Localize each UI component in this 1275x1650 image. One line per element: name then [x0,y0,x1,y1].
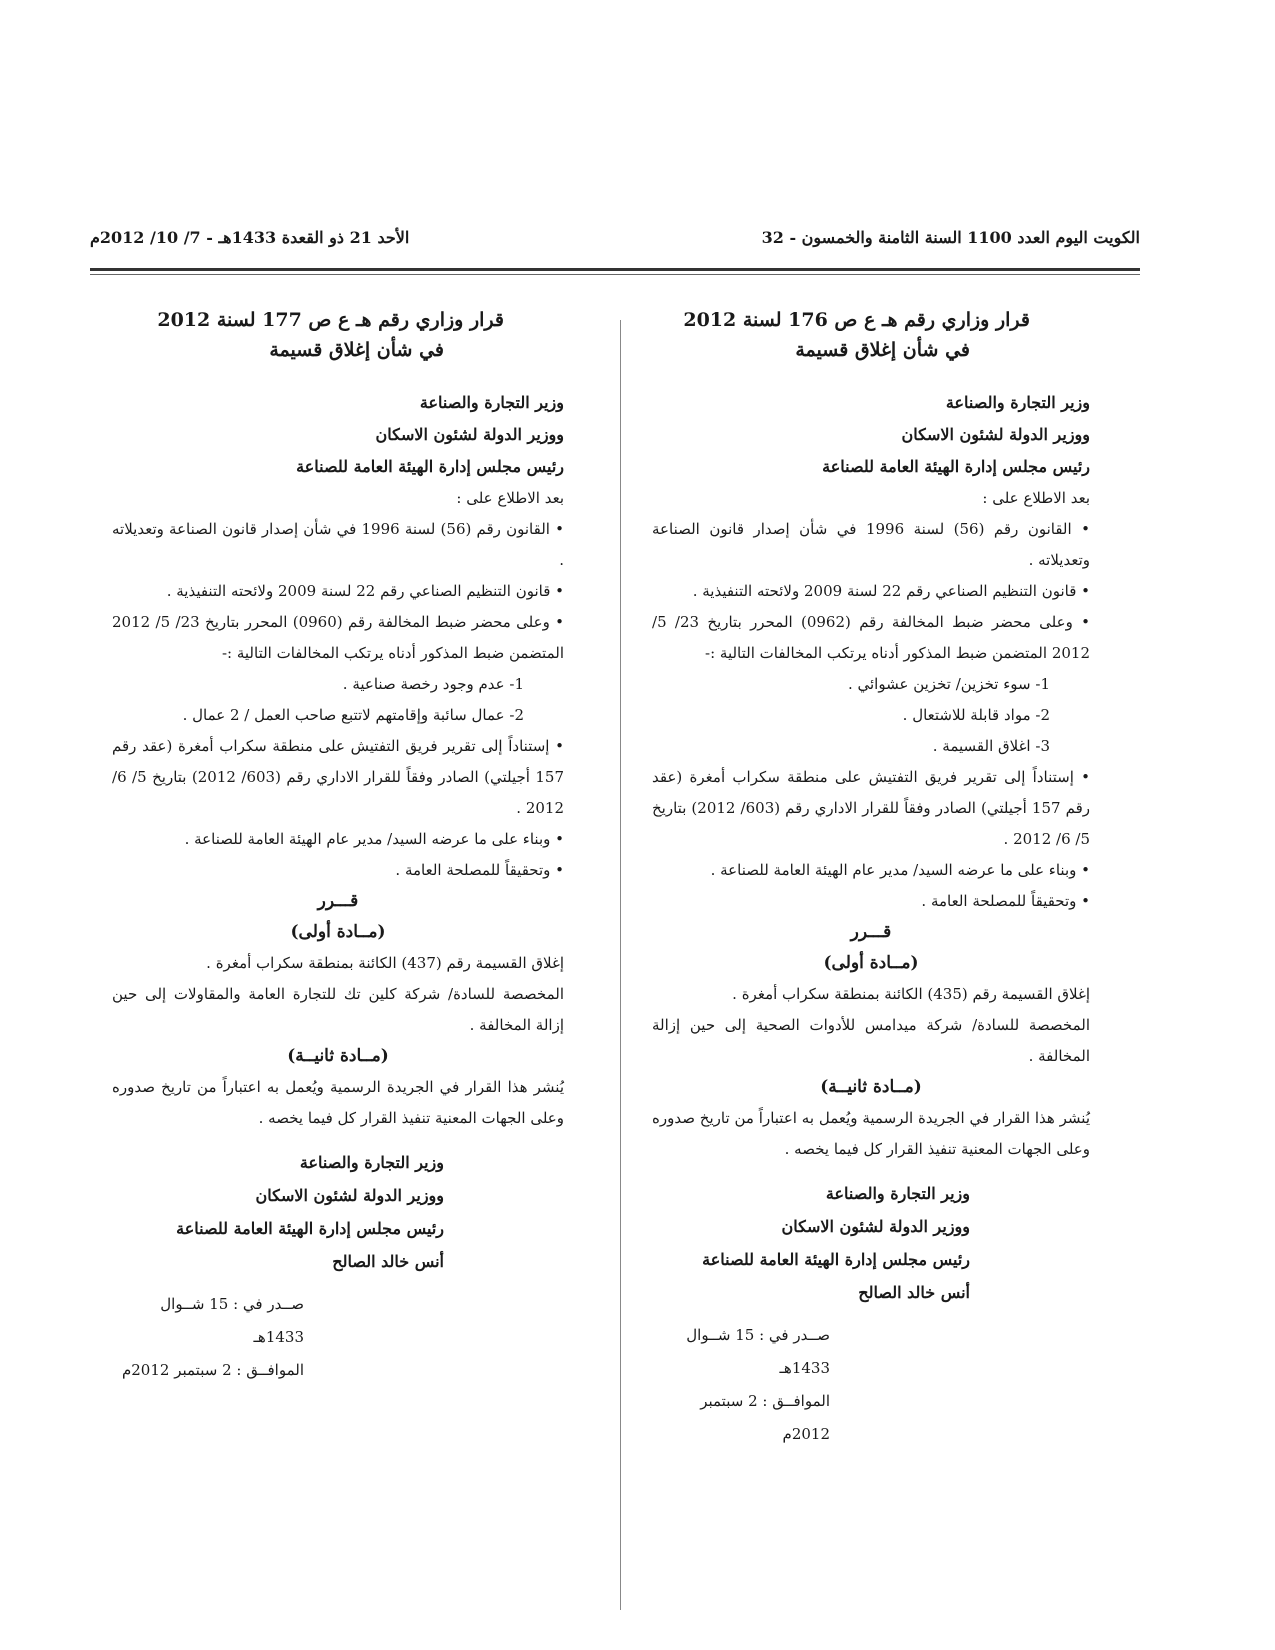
article-1-text: إغلاق القسيمة رقم (437) الكائنة بمنطقة سكراب أمغرة . [206,954,564,972]
decree-title: قرار وزاري رقم هـ ع ص 176 لسنة 2012 [683,309,1030,331]
preamble-paragraph: • القانون رقم (56) لسنة 1996 في شأن إصدار قانون الصناعة وتعديلاته . [652,520,1090,569]
signature-line: رئيس مجلس إدارة الهيئة العامة للصناعة [176,1219,444,1238]
decided-heading: قـــرر [317,891,359,911]
signature-line: ووزير الدولة لشئون الاسكان [255,1186,444,1205]
header-rule [90,268,1140,271]
article-2-heading: (مــادة ثانيــة) [820,1077,922,1097]
decree-title: قرار وزاري رقم هـ ع ص 177 لسنة 2012 [157,309,504,331]
article-1-text: إغلاق القسيمة رقم (435) الكائنة بمنطقة سكراب أمغرة . [732,985,1090,1003]
violation-item: 2- مواد قابلة للاشتعال . [902,706,1050,724]
preamble-paragraph: • إستناداً إلى تقرير فريق التفتيش على منطقة سكراب أمغرة (عقد رقم 157 أجيلتي) الصادر وفقاً للقرار الاداري رقم (603/ 2012) بتاريخ 5/ 6/ 2012 . [652,768,1091,848]
decree-177 [112,305,564,1387]
preamble-paragraph: • إستناداً إلى تقرير فريق التفتيش على منطقة سكراب أمغرة (عقد رقم 157 أجيلتي) الصادر وفقاً للقرار الاداري رقم (603/ 2012) بتاريخ 5/ 6/ 2012 . [112,737,564,817]
violation-item: 3- اغلاق القسيمة . [932,737,1050,755]
issued-date: صــدر في : 15 شــوال 1433هـ [686,1326,830,1377]
signature-line: وزير التجارة والصناعة [825,1184,970,1203]
article-1-text: المخصصة للسادة/ شركة كلين تك للتجارة العامة والمقاولات إلى حين إزالة المخالفة . [112,985,564,1034]
preamble-paragraph: • وعلى محضر ضبط المخالفة رقم (0960) المحرر بتاريخ 23/ 5/ 2012 المتضمن ضبط المذكور أدناه يرتكب المخالفات التالية :- [112,613,565,662]
signature-line: وزير التجارة والصناعة [299,1153,444,1172]
article-1-text: المخصصة للسادة/ شركة ميدامس للأدوات الصحية إلى حين إزالة المخالفة . [652,1016,1090,1065]
article-2-heading: (مــادة ثانيــة) [287,1046,389,1066]
column-divider [620,320,621,1610]
preamble-paragraph: • وعلى محضر ضبط المخالفة رقم (0962) المحرر بتاريخ 23/ 5/ 2012 المتضمن ضبط المذكور أدناه يرتكب المخالفات التالية :- [652,613,1090,662]
signatory-name: أنس خالد الصالح [332,1252,444,1271]
header-rule-thin [90,274,1140,275]
preamble-paragraph: • القانون رقم (56) لسنة 1996 في شأن إصدار قانون الصناعة وتعديلاته . [112,520,564,569]
authority-line: وزير التجارة والصناعة [945,393,1090,412]
preamble-paragraph: • وتحقيقاً للمصلحة العامة . [395,861,564,879]
violation-item: 2- عمال سائبة وإقامتهم لاتتبع صاحب العمل / 2 عمال . [182,706,524,724]
preamble-intro: بعد الاطلاع على : [982,489,1090,507]
signature-line: رئيس مجلس إدارة الهيئة العامة للصناعة [702,1250,970,1269]
article-1-heading: (مــادة أولى) [290,922,386,942]
article-1-heading: (مــادة أولى) [823,953,919,973]
decree-176 [652,305,1090,1451]
signatory-name: أنس خالد الصالح [858,1283,970,1302]
authority-line: رئيس مجلس إدارة الهيئة العامة للصناعة [822,457,1090,476]
preamble-paragraph: • قانون التنظيم الصناعي رقم 22 لسنة 2009 ولائحته التنفيذية . [166,582,564,600]
preamble-intro: بعد الاطلاع على : [456,489,564,507]
authority-line: ووزير الدولة لشئون الاسكان [375,425,564,444]
preamble-paragraph: • وبناء على ما عرضه السيد/ مدير عام الهيئة العامة للصناعة . [184,830,564,848]
article-2-text: يُنشر هذا القرار في الجريدة الرسمية ويُعمل به اعتباراً من تاريخ صدوره وعلى الجهات المعنية تنفيذ القرار كل فيما يخصه . [112,1078,564,1127]
decree-subtitle: في شأن إغلاق قسيمة [269,339,444,361]
signature-line: ووزير الدولة لشئون الاسكان [781,1217,970,1236]
decree-subtitle: في شأن إغلاق قسيمة [795,339,970,361]
authority-line: رئيس مجلس إدارة الهيئة العامة للصناعة [296,457,564,476]
page-header [90,228,1140,258]
authority-line: ووزير الدولة لشئون الاسكان [901,425,1090,444]
preamble-paragraph: • وتحقيقاً للمصلحة العامة . [921,892,1090,910]
corresponding-date: الموافــق : 2 سبتمبر 2012م [700,1392,830,1443]
authority-line: وزير التجارة والصناعة [419,393,564,412]
preamble-paragraph: • وبناء على ما عرضه السيد/ مدير عام الهيئة العامة للصناعة . [710,861,1090,879]
header-issue-info: الكويت اليوم العدد 1100 السنة الثامنة والخمسون - 32 [761,228,1140,247]
issued-date: صــدر في : 15 شــوال 1433هـ [160,1295,304,1346]
violation-item: 1- عدم وجود رخصة صناعية . [342,675,524,693]
preamble-paragraph: • قانون التنظيم الصناعي رقم 22 لسنة 2009 ولائحته التنفيذية . [692,582,1090,600]
violation-item: 1- سوء تخزين/ تخزين عشوائي . [847,675,1050,693]
corresponding-date: الموافــق : 2 سبتمبر 2012م [121,1361,304,1379]
article-2-text: يُنشر هذا القرار في الجريدة الرسمية ويُعمل به اعتباراً من تاريخ صدوره وعلى الجهات المعنية تنفيذ القرار كل فيما يخصه . [652,1109,1090,1158]
decided-heading: قـــرر [850,922,892,942]
header-date: الأحد 21 ذو القعدة 1433هـ - 7/ 10/ 2012م [90,228,410,247]
